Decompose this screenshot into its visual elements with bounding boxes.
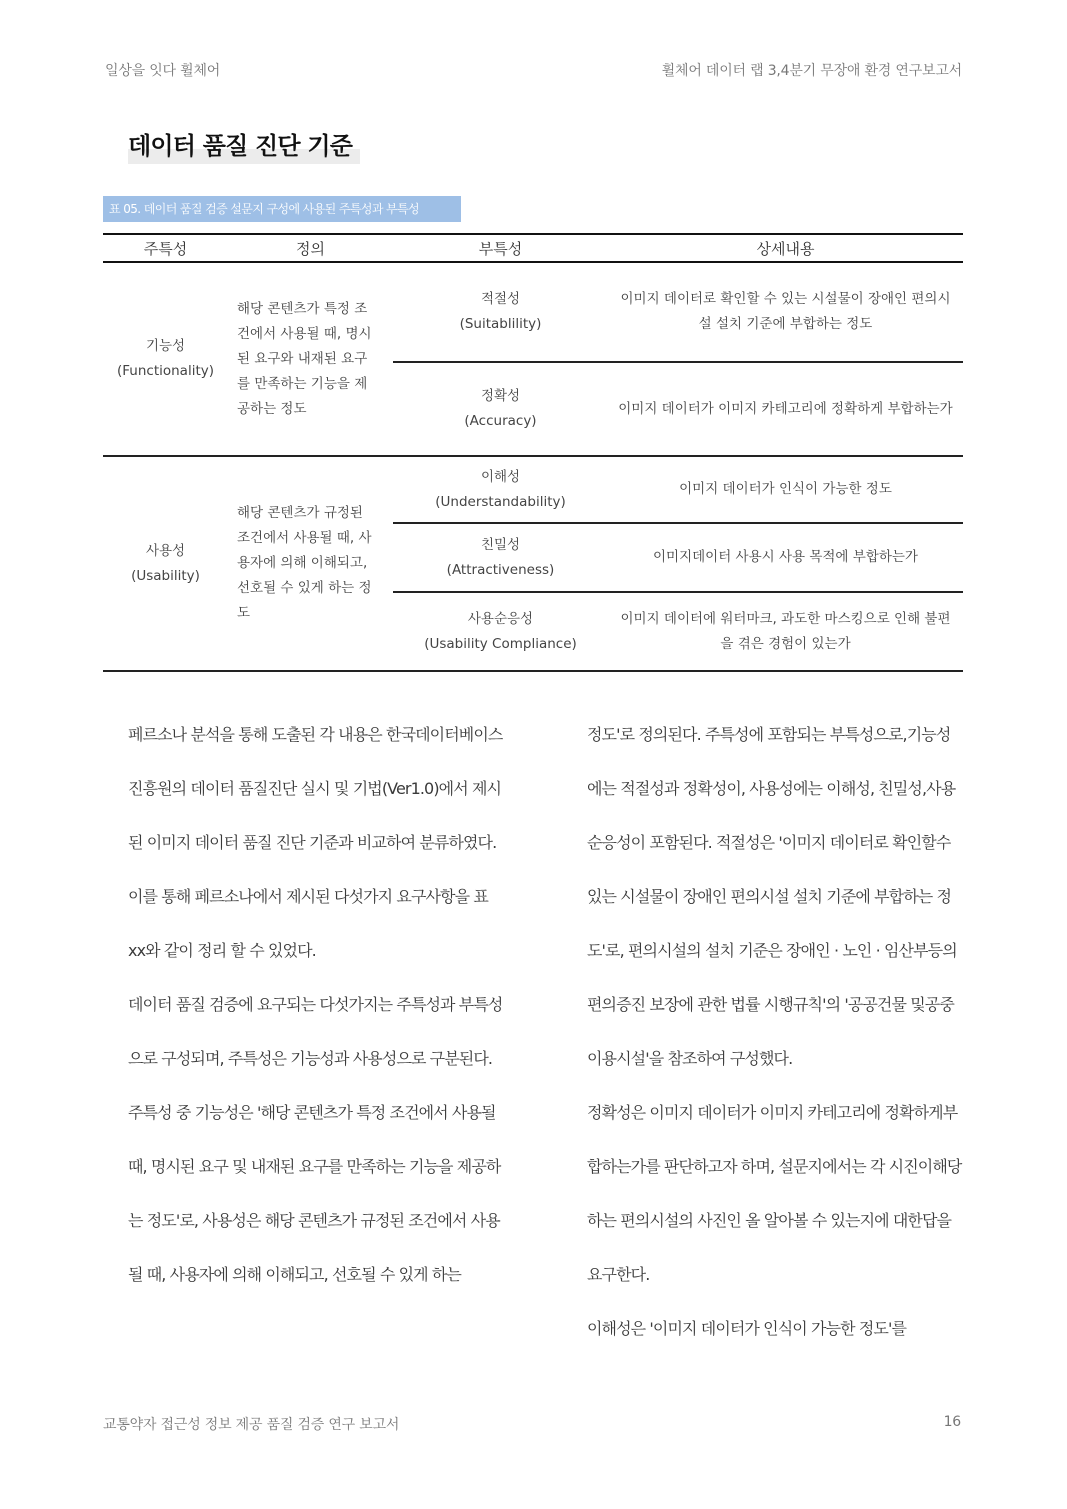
sub-characteristic-cell	[393, 262, 608, 362]
detail-cell: 이미지 데이터가 인식이 가능한 정도	[608, 456, 963, 523]
main-characteristic-en: (Usability)	[131, 567, 200, 584]
section-title: 데이터 품질 진단 기준	[128, 128, 360, 164]
main-characteristic-cell	[103, 262, 228, 456]
body-column-left	[108, 708, 503, 1302]
detail-cell: 이미지 데이터에 워터마크, 과도한 마스킹으로 인해 불편을 겪은 경험이 있는가	[608, 592, 963, 671]
table-header-row	[103, 234, 963, 262]
body-paragraph: 이해성은 '이미지 데이터가 인식이 가능한 정도'를	[587, 1319, 907, 1338]
detail-cell: 이미지데이터 사용시 사용 목적에 부합하는가	[608, 523, 963, 592]
body-column-right	[567, 708, 962, 1356]
sub-characteristic-cell	[393, 592, 608, 671]
main-characteristic-en: (Functionality)	[116, 363, 214, 379]
running-footer-title: 교통약자 접근성 정보 제공 품질 검증 연구 보고서	[103, 1417, 400, 1433]
header-main-characteristic: 주특성	[103, 234, 228, 262]
header-detail: 상세내용	[608, 234, 963, 262]
body-paragraph: 이를 통해 페르소나에서 제시된 다섯가지 요구사항을 표 xx와 같이 정리 할 수 있었다.	[128, 887, 488, 960]
header-sub-characteristic: 부특성	[393, 234, 608, 262]
sub-characteristic-ko: 정확성	[480, 388, 521, 404]
body-paragraph: 정확성은 이미지 데이터가 이미지 카테고리에 정확하게부합하는가를 판단하고자 하며, 설문지에서는 각 시진이해당하는 편의시설의 사진인 올 알아볼 수 있는지에 대한답을 요구한다.	[587, 1103, 962, 1284]
sub-characteristic-cell	[393, 362, 608, 456]
sub-characteristic-ko: 사용순응성	[467, 610, 534, 627]
header-definition: 정의	[228, 234, 393, 262]
detail-cell: 이미지 데이터가 이미지 카테고리에 정확하게 부합하는가	[608, 362, 963, 456]
body-paragraph: 페르소나 분석을 통해 도출된 각 내용은 한국데이터베이스진흥원의 데이터 품질진단 실시 및 기법(Ver1.0)에서 제시된 이미지 데이터 품질 진단 기준과 비교하여 분류하였다.	[128, 725, 503, 852]
sub-characteristic-ko: 친밀성	[480, 536, 521, 553]
body-paragraph: 정도'로 정의된다. 주특성에 포함되는 부특성으로,기능성에는 적절성과 정확성이, 사용성에는 이해성, 친밀성,사용순응성이 포함된다. 적절성은 '이미지 데이터로 확인할수 있는 시설물이 장애인 편의시설 설치 기준에 부합하는 정도'로, 편의시설의 설치 기준은 장애인 · 노인 · 임산부등의 편의증진 보장에 관한 법률 시행규칙'의 '공공건물 및공중이용시설'을 참조하여 구성했다.	[587, 725, 957, 1068]
page-number: 16	[943, 1414, 961, 1430]
sub-characteristic-en: (Usability Compliance)	[424, 635, 577, 652]
sub-characteristic-en: (Attractiveness)	[446, 561, 555, 578]
definition-cell: 해당 콘텐츠가 특정 조건에서 사용될 때, 명시된 요구와 내재된 요구를 만족하는 기능을 제공하는 정도	[228, 262, 393, 456]
running-header-left: 일상을 잇다 휠체어	[105, 63, 221, 79]
main-characteristic-cell	[103, 456, 228, 671]
sub-characteristic-cell	[393, 456, 608, 523]
detail-cell: 이미지 데이터로 확인할 수 있는 시설물이 장애인 편의시설 설치 기준에 부합하는 정도	[608, 262, 963, 362]
sub-characteristic-en: (Understandability)	[435, 493, 566, 510]
sub-characteristic-en: (Accuracy)	[464, 413, 537, 429]
table-caption: 표 05. 데이터 품질 검증 설문지 구성에 사용된 주특성과 부특성	[103, 196, 461, 222]
definition-cell: 해당 콘텐츠가 규정된 조건에서 사용될 때, 사용자에 의해 이해되고, 선호될 수 있게 하는 정도	[228, 456, 393, 671]
main-characteristic-ko: 기능성	[145, 338, 186, 354]
table-row	[103, 262, 963, 362]
quality-criteria-table	[103, 233, 963, 672]
sub-characteristic-en: (Suitablility)	[459, 316, 542, 332]
sub-characteristic-cell	[393, 523, 608, 592]
table-row	[103, 456, 963, 523]
running-header-right: 휠체어 데이터 랩 3,4분기 무장애 환경 연구보고서	[661, 63, 962, 79]
body-paragraph: 데이터 품질 검증에 요구되는 다섯가지는 주특성과 부특성으로 구성되며, 주특성은 기능성과 사용성으로 구분된다. 주특성 중 기능성은 '해당 콘텐츠가 특정 조건에서 사용될 때, 명시된 요구 및 내재된 요구를 만족하는 기능을 제공하는 정도'로, 사용성은 해당 콘텐츠가 규정된 조건에서 사용될 때, 사용자에 의해 이해되고, 선호될 수 있게 하는	[128, 995, 503, 1284]
sub-characteristic-ko: 이해성	[480, 468, 521, 485]
main-characteristic-ko: 사용성	[145, 542, 186, 559]
sub-characteristic-ko: 적절성	[480, 291, 521, 307]
